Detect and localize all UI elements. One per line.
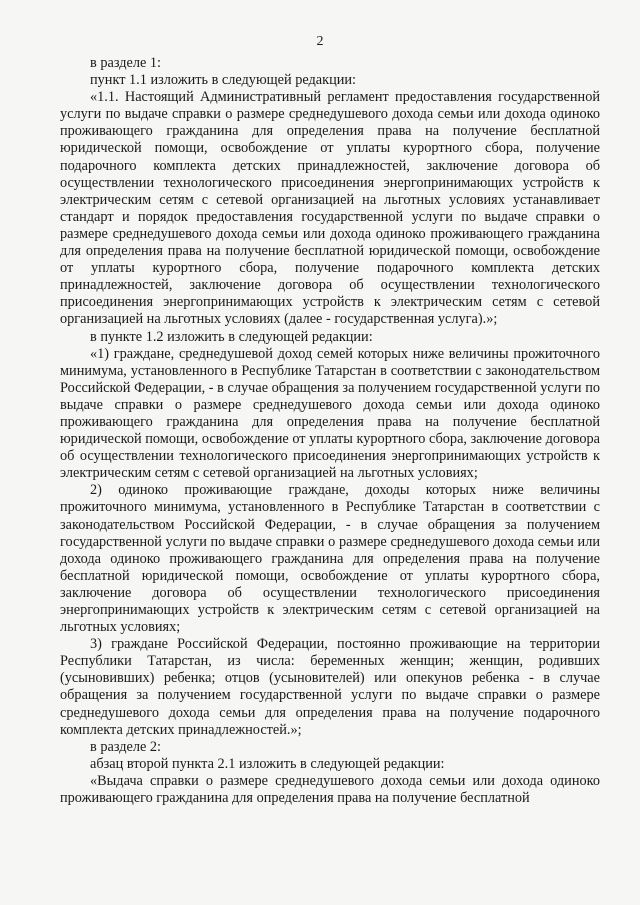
paragraph-item-1-2-instruction: в пункте 1.2 изложить в следующей редакции: <box>90 328 373 345</box>
paragraph-section-1-heading: в разделе 1: <box>90 55 162 71</box>
document-body <box>60 55 600 807</box>
page-number: 2 <box>316 34 324 49</box>
paragraph-item-1-1-instruction: пункт 1.1 изложить в следующей редакции: <box>90 72 357 89</box>
paragraph-section-2-heading: в разделе 2: <box>90 738 162 755</box>
paragraph-item-1-1-text: «1.1. Настоящий Административный регламент предоставления государственной услуги по выдаче справки о размере среднедушевого дохода семьи или дохода одиноко проживающего гражданина для определения права на получение бесплатной юридической помощи, освобождение от уплаты курортного сбора, получение подарочного комплекта детских принадлежностей, заключение договора об осуществлении технологического присоединения энергопринимающих устройств к электрическим сетям с сетевой организацией на льготных условиях устанавливает стандарт и порядок предоставления государственной услуги по выдаче справки о размере среднедушевого дохода семьи или дохода одиноко проживающего гражданина для определения права на получение бесплатной юридической помощи, освобождение от уплаты курортного сбора, получение подарочного комплекта детских принадлежностей, заключение договора об осуществлении технологического присоединения энергопринимающих устройств к электрическим сетям с сетевой организацией на льготных условиях (далее - государственная услуга).»; <box>60 89 600 328</box>
paragraph-item-2-1-instruction: абзац второй пункта 2.1 изложить в следующей редакции: <box>90 755 445 772</box>
paragraph-item-1-2-point-1: «1) граждане, среднедушевой доход семей которых ниже величины прожиточного минимума, установленного в Республике Татарстан в соответствии с законодательством Российской Федерации, - в случае обращения за получением государственной услуги по выдаче справки о размере среднедушевого дохода семьи или дохода одиноко проживающего гражданина для определения права на получение бесплатной юридической помощи, освобождение от уплаты курортного сбора, заключение договора об осуществлении технологического присоединения энергопринимающих устройств к электрическим сетям с сетевой организацией на льготных условиях; <box>60 345 600 482</box>
paragraph-item-1-2-point-3: 3) граждане Российской Федерации, постоянно проживающие на территории Республики Татарстан, из числа: беременных женщин; женщин, родивших (усыновивших) ребенка; отцов (усыновителей) или опекунов ребенка - в случае обращения за получением государственной услуги по выдаче справки о размере среднедушевого дохода семьи для определения права на получение подарочного комплекта детских принадлежностей.»; <box>60 636 600 738</box>
paragraph-item-1-2-point-2: 2) одиноко проживающие граждане, доходы которых ниже величины прожиточного минимума, установленного в Республике Татарстан в соответствии с законодательством Российской Федерации, - в случае обращения за получением государственной услуги по выдаче справки о размере среднедушевого дохода семьи или дохода одиноко проживающего гражданина для определения права на получение бесплатной юридической помощи, освобождение от уплаты курортного сбора, заключение договора об осуществлении технологического присоединения энергопринимающих устройств к электрическим сетям с сетевой организацией на льготных условиях; <box>60 482 600 636</box>
paragraph-item-2-1-text: «Выдача справки о размере среднедушевого дохода семьи или дохода одиноко проживающего гражданина для определения права на получение бесплатной <box>60 772 600 807</box>
